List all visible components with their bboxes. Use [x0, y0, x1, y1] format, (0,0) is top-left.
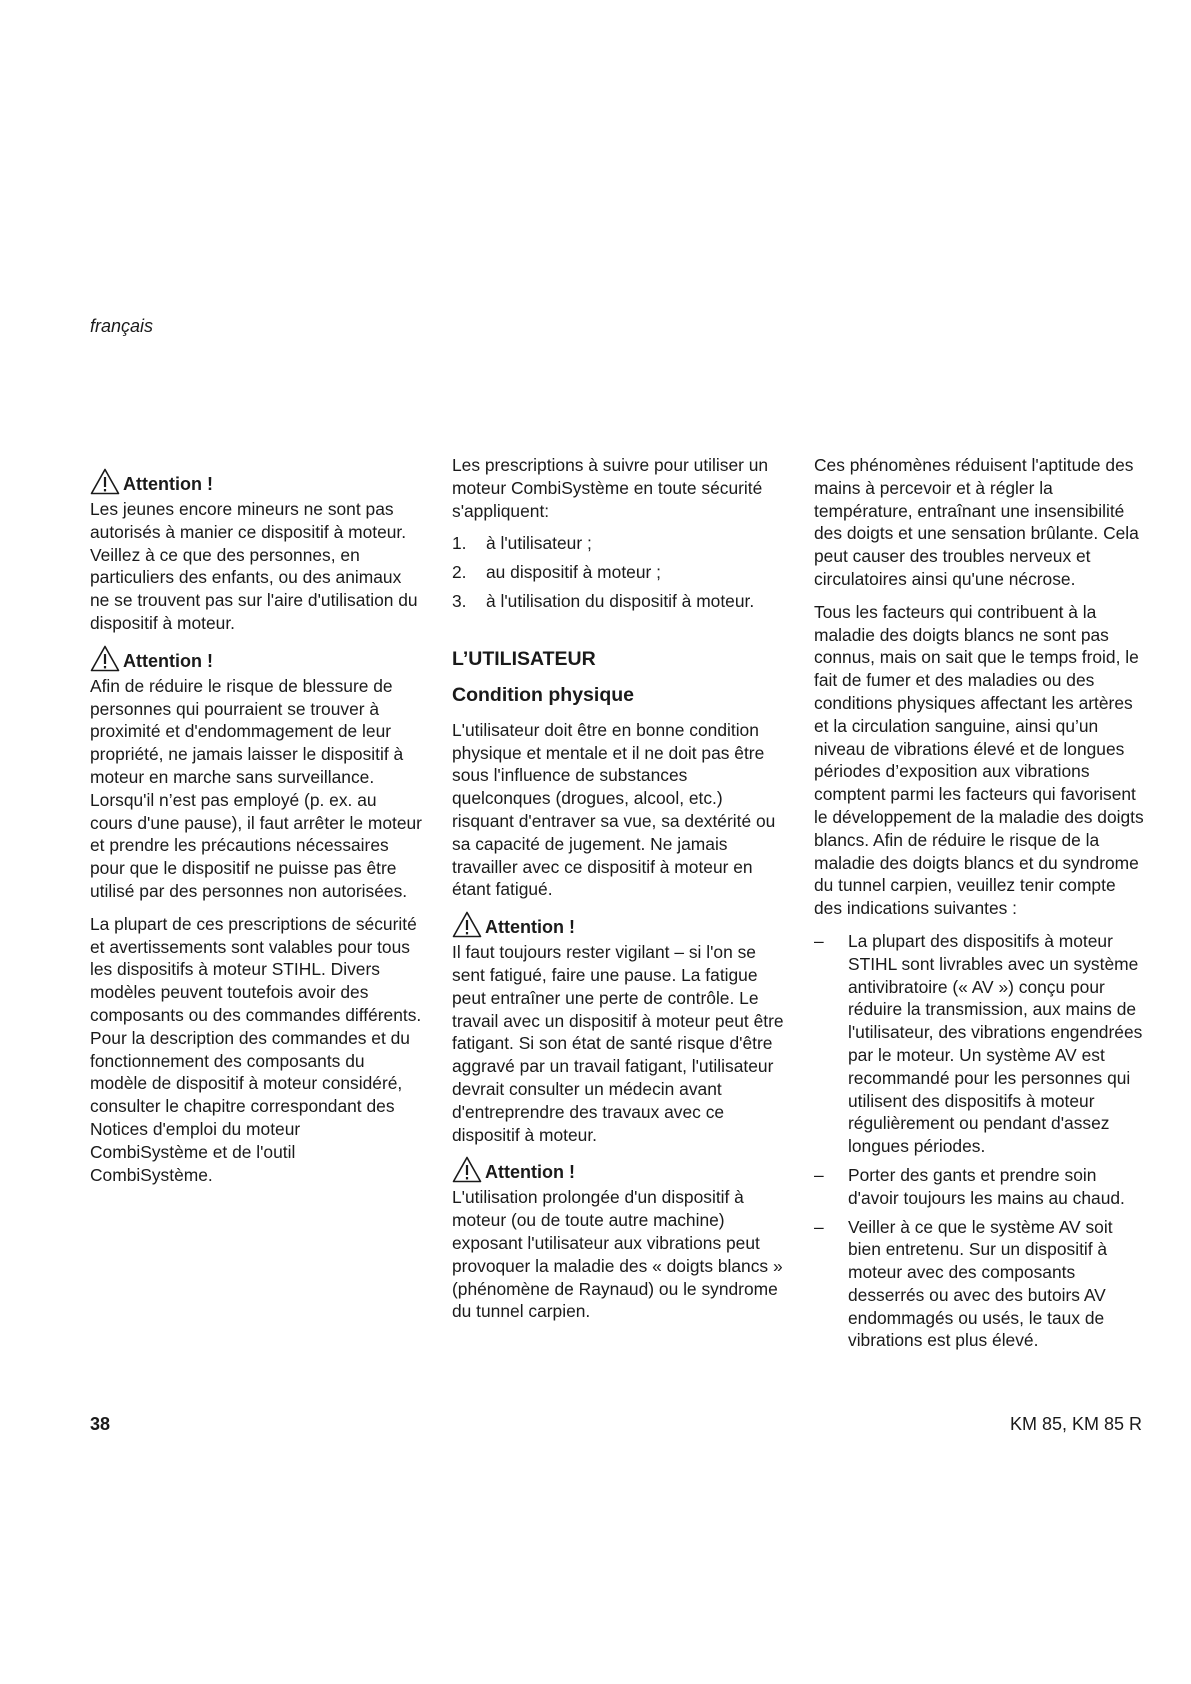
- list-item: [814, 1216, 1146, 1353]
- list-item: [814, 1164, 1146, 1210]
- column-3: [814, 454, 1146, 1358]
- body-paragraph: La plupart de ces prescriptions de sécurité et avertissements sont valables pour tous les dispositifs à moteur STIHL. Divers modèles peuvent toutefois avoir des composants ou des commandes différents. Pour la description des commandes et du fonctionnement des composants du modèle de dispositif à moteur considéré, consulter le chapitre correspondant des Notices d'emploi du moteur CombiSystème et de l'outil CombiSystème.: [90, 913, 422, 1185]
- language-label: français: [90, 316, 154, 336]
- list-text: à l'utilisation du dispositif à moteur.: [486, 590, 755, 611]
- list-number: 3.: [452, 590, 467, 611]
- body-paragraph: Tous les facteurs qui contribuent à la maladie des doigts blancs ne sont pas connus, mais on sait que le temps froid, le fait de fumer et des maladies ou des conditions physiques affectant les artères et la circulation sanguine, ainsi qu’un niveau de vibrations élevé et de longues périodes d’exposition aux vibrations comptent parmi les facteurs qui favorisent le développement de la maladie des doigts blancs. Afin de réduire le risque de la maladie des doigts blancs et du syndrome du tunnel carpien, veuillez tenir compte des indications suivantes :: [814, 601, 1144, 919]
- attention-heading: [90, 468, 422, 495]
- warning-triangle-icon: [452, 911, 482, 938]
- list-text: à l'utilisateur ;: [486, 533, 592, 554]
- column-1: [90, 454, 422, 1196]
- numbered-list: [452, 532, 784, 612]
- attention-label: Attention !: [123, 474, 213, 494]
- attention-heading: [90, 645, 422, 672]
- dash-list: [814, 930, 1146, 1352]
- warning-text: Les jeunes encore mineurs ne sont pas autorisés à manier ce dispositif à moteur. Veillez à ce que des personnes, en particuliers des enfants, ou des animaux ne se trouvent pas sur l'aire d'utilisation du dispositif à moteur.: [90, 499, 418, 633]
- attention-label: Attention !: [123, 650, 213, 671]
- model-label: KM 85, KM 85 R: [1009, 1414, 1142, 1434]
- list-text: Veiller à ce que le système AV soit bien entretenu. Sur un dispositif à moteur avec des composants desserrés ou avec des butoirs AV endommagés ou usés, le taux de vibrations est plus élevé.: [848, 1216, 1113, 1351]
- warning-text: Afin de réduire le risque de blessure de personnes qui pourraient se trouver à proximité et d'endommagement de leur propriété, ne jamais laisser le dispositif à moteur en marche sans surveillance. Lorsqu'il n’est pas employé (p. ex. au cours d'une pause), il faut arrêter le moteur et prendre les précautions nécessaires pour que le dispositif ne puisse pas être utilisé par des personnes non autorisées.: [90, 675, 422, 901]
- warning-text: L'utilisation prolongée d'un dispositif à moteur (ou de toute autre machine) exposant l'utilisateur aux vibrations peut provoquer la maladie des « doigts blancs » (phénomène de Raynaud) ou le syndrome du tunnel carpien.: [452, 1187, 783, 1322]
- warning-triangle-icon: [90, 645, 120, 672]
- attention-heading: [452, 911, 784, 938]
- list-item: [814, 930, 1146, 1158]
- subsection-title: Condition physique: [452, 683, 634, 706]
- body-paragraph: Les prescriptions à suivre pour utiliser un moteur CombiSystème en toute sécurité s'appliquent:: [452, 455, 769, 521]
- attention-heading: [452, 1156, 784, 1183]
- list-number: 1.: [452, 533, 467, 554]
- warning-triangle-icon: [452, 1156, 482, 1183]
- list-item: [452, 532, 784, 555]
- warning-text: Il faut toujours rester vigilant – si l'on se sent fatigué, faire une pause. La fatigue peut entraîner une perte de contrôle. Le travail avec un dispositif à moteur peut être fatigant. Si son état de santé risque d'être aggravé par un travail fatigant, l'utilisateur devrait consulter un médecin avant d'entreprendre des travaux avec ce dispositif à moteur.: [452, 942, 784, 1145]
- page-number: 38: [90, 1414, 111, 1434]
- body-paragraph: L'utilisateur doit être en bonne condition physique et mentale et il ne doit pas être sous l'influence de substances quelconques (drogues, alcool, etc.) risquant d'entraver sa vue, sa dextérité ou sa capacité de jugement. Ne jamais travailler avec ce dispositif à moteur en étant fatigué.: [452, 719, 776, 900]
- column-2: [452, 454, 784, 1333]
- attention-label: Attention !: [485, 1162, 575, 1183]
- list-text: La plupart des dispositifs à moteur STIHL sont livrables avec un système antivibratoire (« AV ») conçu pour réduire la transmission, aux mains de l'utilisateur, des vibrations engendrées par le moteur. Un système AV est recommandé pour les personnes qui utilisent des dispositifs à moteur régulièrement ou pendant d'assez longues périodes.: [848, 930, 1143, 1157]
- warning-triangle-icon: [90, 468, 120, 495]
- attention-label: Attention !: [485, 917, 575, 938]
- list-text: au dispositif à moteur ;: [486, 562, 661, 583]
- body-paragraph: Ces phénomènes réduisent l'aptitude des mains à percevoir et à régler la température, entraînant une insensibilité des doigts et une sensation brûlante. Cela peut causer des troubles nerveux et circulatoires ainsi qu'une nécrose.: [814, 455, 1139, 589]
- section-title: L’UTILISATEUR: [452, 647, 596, 670]
- list-item: [452, 561, 784, 584]
- list-item: [452, 590, 784, 613]
- dash-marker: –: [814, 930, 824, 951]
- dash-marker: –: [814, 1216, 824, 1237]
- list-text: Porter des gants et prendre soin d'avoir toujours les mains au chaud.: [848, 1164, 1125, 1208]
- list-number: 2.: [452, 562, 467, 583]
- dash-marker: –: [814, 1164, 824, 1185]
